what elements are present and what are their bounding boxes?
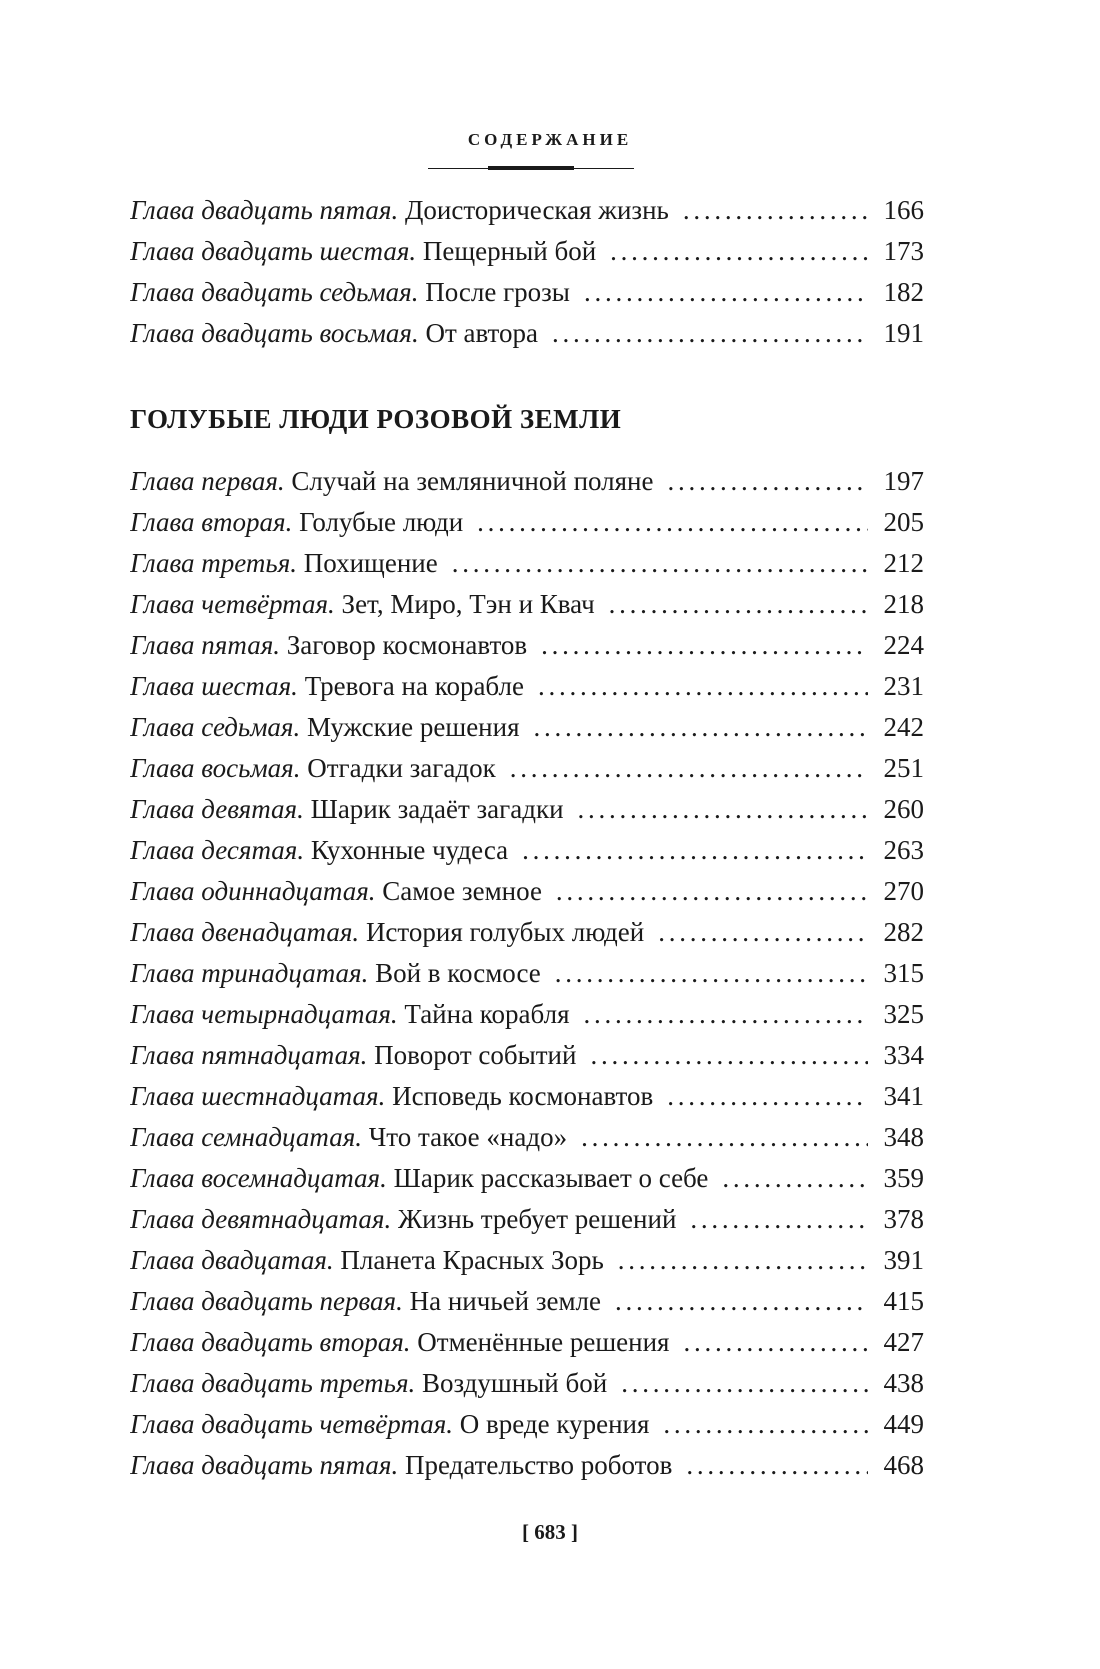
chapter-title: О вреде курения [459, 1409, 650, 1439]
toc-entry [130, 1117, 924, 1158]
chapter-number: Глава двадцать третья. [130, 1368, 416, 1398]
dot-leader [477, 502, 868, 543]
page-ref: 427 [883, 1327, 924, 1357]
page-ref: 449 [883, 1409, 924, 1439]
toc-entry-label [130, 625, 527, 666]
toc-entry-label [130, 666, 524, 707]
chapter-title: Жизнь требует решений [397, 1204, 677, 1234]
page-ref: 334 [883, 1040, 924, 1070]
toc-entry-label [130, 789, 564, 830]
chapter-title: Вой в космосе [375, 958, 541, 988]
chapter-number: Глава пятая. [130, 630, 280, 660]
chapter-number: Глава третья. [130, 548, 298, 578]
chapter-number: Глава девятая. [130, 794, 304, 824]
chapter-title: Мужские решения [306, 712, 520, 742]
toc-entry [130, 1158, 924, 1199]
dot-leader [552, 313, 868, 354]
chapter-number: Глава четвёртая. [130, 589, 335, 619]
toc-entry [130, 1035, 924, 1076]
toc-entry-label [130, 1445, 672, 1486]
chapter-number: Глава двадцать пятая. [130, 1450, 399, 1480]
chapter-number: Глава четырнадцатая. [130, 999, 398, 1029]
chapter-number: Глава пятнадцатая. [130, 1040, 368, 1070]
toc-entry [130, 231, 924, 272]
chapter-title: Пещерный бой [422, 236, 597, 266]
dot-leader [683, 190, 868, 231]
toc-entry [130, 1076, 924, 1117]
chapter-number: Глава шестая. [130, 671, 298, 701]
toc-entry-label [130, 748, 496, 789]
page-ref: 270 [883, 876, 924, 906]
chapter-number: Глава седьмая. [130, 712, 301, 742]
toc-entry-label [130, 231, 596, 272]
head-rule-accent [488, 166, 574, 170]
toc-entry [130, 1240, 924, 1281]
dot-leader [658, 912, 868, 953]
toc-entry-label [130, 707, 520, 748]
page-ref: 282 [883, 917, 924, 947]
chapter-title: Самое земное [382, 876, 542, 906]
chapter-number: Глава одиннадцатая. [130, 876, 376, 906]
toc-entry [130, 1199, 924, 1240]
toc-entry-label [130, 1281, 601, 1322]
toc-entry [130, 502, 924, 543]
chapter-title: Похищение [303, 548, 438, 578]
toc-section-blue-people [130, 461, 924, 1486]
chapter-title: Отменённые решения [417, 1327, 670, 1357]
chapter-number: Глава восемнадцатая. [130, 1163, 387, 1193]
running-head: СОДЕРЖАНИЕ [467, 130, 633, 149]
chapter-title: Воздушный бой [422, 1368, 608, 1398]
toc-entry-label [130, 871, 542, 912]
dot-leader [590, 1035, 868, 1076]
dot-leader [615, 1281, 868, 1322]
dot-leader [452, 543, 868, 584]
dot-leader [663, 1404, 868, 1445]
dot-leader [578, 789, 868, 830]
toc-entry [130, 272, 924, 313]
toc-entry-label [130, 1199, 676, 1240]
dot-leader [584, 994, 869, 1035]
toc-entry [130, 543, 924, 584]
chapter-number: Глава вторая. [130, 507, 293, 537]
chapter-number: Глава восьмая. [130, 753, 301, 783]
dot-leader [541, 625, 868, 666]
toc-section-continued [130, 190, 924, 354]
page-ref: 224 [883, 630, 924, 660]
toc-entry-label [130, 953, 541, 994]
dot-leader [667, 1076, 868, 1117]
toc-entry [130, 707, 924, 748]
page-ref: 205 [883, 507, 924, 537]
toc-entry [130, 1322, 924, 1363]
dot-leader [522, 830, 868, 871]
chapter-title: Шарик рассказывает о себе [393, 1163, 709, 1193]
toc-entry [130, 1281, 924, 1322]
section-title: ГОЛУБЫЕ ЛЮДИ РОЗОВОЙ ЗЕМЛИ [130, 404, 622, 434]
page-ref: 378 [883, 1204, 924, 1234]
page-ref: 391 [883, 1245, 924, 1275]
page-ref: 212 [883, 548, 924, 578]
toc-entry-label [130, 543, 438, 584]
chapter-title: Отгадки загадок [307, 753, 496, 783]
dot-leader [556, 871, 868, 912]
toc-entry [130, 830, 924, 871]
toc-entry-label [130, 1404, 649, 1445]
toc-entry [130, 625, 924, 666]
toc-entry-label [130, 461, 654, 502]
toc-entry-label [130, 584, 595, 625]
page-ref: 468 [883, 1450, 924, 1480]
toc-entry-label [130, 1117, 567, 1158]
page-ref: 182 [883, 277, 924, 307]
chapter-title: Зет, Миро, Тэн и Квач [341, 589, 595, 619]
page-number: [ 683 ] [522, 1520, 578, 1544]
chapter-title: Кухонные чудеса [310, 835, 509, 865]
page-ref: 341 [883, 1081, 924, 1111]
dot-leader [610, 231, 868, 272]
toc-entry-label [130, 313, 538, 354]
chapter-number: Глава двадцать первая. [130, 1286, 403, 1316]
toc-entry [130, 666, 924, 707]
page-ref: 166 [883, 195, 924, 225]
chapter-number: Глава двенадцатая. [130, 917, 360, 947]
chapter-title: Тревога на корабле [304, 671, 524, 701]
chapter-number: Глава двадцатая. [130, 1245, 334, 1275]
chapter-title: Что такое «надо» [368, 1122, 568, 1152]
chapter-title: Исповедь космонавтов [392, 1081, 654, 1111]
toc-entry-label [130, 1240, 604, 1281]
toc-entry [130, 871, 924, 912]
dot-leader [609, 584, 868, 625]
dot-leader [510, 748, 868, 789]
chapter-title: Поворот событий [374, 1040, 577, 1070]
chapter-number: Глава двадцать вторая. [130, 1327, 411, 1357]
page-ref: 359 [883, 1163, 924, 1193]
chapter-title: Тайна корабля [404, 999, 570, 1029]
page-ref: 325 [883, 999, 924, 1029]
page-ref: 315 [883, 958, 924, 988]
page-ref: 242 [883, 712, 924, 742]
chapter-title: История голубых людей [365, 917, 645, 947]
dot-leader [555, 953, 868, 994]
toc-entry [130, 1445, 924, 1486]
page-ref: 260 [883, 794, 924, 824]
chapter-number: Глава десятая. [130, 835, 305, 865]
page-ref: 197 [883, 466, 924, 496]
page-ref: 191 [883, 318, 924, 348]
toc-entry-label [130, 1076, 653, 1117]
dot-leader [584, 272, 868, 313]
chapter-number: Глава двадцать седьмая. [130, 277, 419, 307]
chapter-number: Глава двадцать пятая. [130, 195, 399, 225]
toc-entry [130, 748, 924, 789]
dot-leader [538, 666, 868, 707]
page-ref: 438 [883, 1368, 924, 1398]
chapter-title: Шарик задаёт загадки [310, 794, 564, 824]
chapter-number: Глава девятнадцатая. [130, 1204, 392, 1234]
dot-leader [618, 1240, 868, 1281]
page-ref: 263 [883, 835, 924, 865]
chapter-title: Планета Красных Зорь [340, 1245, 604, 1275]
page-ref: 231 [883, 671, 924, 701]
toc-entry [130, 584, 924, 625]
chapter-title: После грозы [425, 277, 570, 307]
chapter-number: Глава семнадцатая. [130, 1122, 362, 1152]
page-ref: 348 [883, 1122, 924, 1152]
chapter-number: Глава тринадцатая. [130, 958, 369, 988]
toc-entry [130, 190, 924, 231]
toc-entry [130, 461, 924, 502]
chapter-number: Глава двадцать шестая. [130, 236, 417, 266]
toc-entry [130, 912, 924, 953]
toc-entry-label [130, 830, 508, 871]
dot-leader [621, 1363, 868, 1404]
chapter-title: Предательство роботов [404, 1450, 673, 1480]
dot-leader [690, 1199, 868, 1240]
chapter-title: Заговор космонавтов [286, 630, 528, 660]
chapter-number: Глава шестнадцатая. [130, 1081, 386, 1111]
page-ref: 415 [883, 1286, 924, 1316]
toc-entry [130, 953, 924, 994]
toc-entry-label [130, 994, 570, 1035]
chapter-title: Доисторическая жизнь [404, 195, 669, 225]
chapter-title: Голубые люди [299, 507, 464, 537]
chapter-number: Глава двадцать восьмая. [130, 318, 419, 348]
page-ref: 173 [883, 236, 924, 266]
toc-entry-label [130, 1158, 708, 1199]
toc-entry-label [130, 1035, 576, 1076]
toc-entry [130, 313, 924, 354]
toc-entry-label [130, 502, 463, 543]
dot-leader [722, 1158, 868, 1199]
page-ref: 218 [883, 589, 924, 619]
chapter-title: От автора [425, 318, 538, 348]
toc-entry-label [130, 190, 669, 231]
page-ref: 251 [883, 753, 924, 783]
dot-leader [668, 461, 869, 502]
toc-entry [130, 994, 924, 1035]
toc-entry [130, 1404, 924, 1445]
toc-entry-label [130, 1363, 607, 1404]
toc-entry-label [130, 272, 570, 313]
chapter-number: Глава первая. [130, 466, 285, 496]
dot-leader [686, 1445, 868, 1486]
toc-entry [130, 1363, 924, 1404]
toc-entry-label [130, 912, 644, 953]
dot-leader [534, 707, 869, 748]
chapter-title: Случай на земляничной поляне [291, 466, 654, 496]
toc-entry [130, 789, 924, 830]
chapter-number: Глава двадцать четвёртая. [130, 1409, 454, 1439]
chapter-title: На ничьей земле [409, 1286, 602, 1316]
toc-entry-label [130, 1322, 669, 1363]
dot-leader [581, 1117, 868, 1158]
dot-leader [683, 1322, 868, 1363]
